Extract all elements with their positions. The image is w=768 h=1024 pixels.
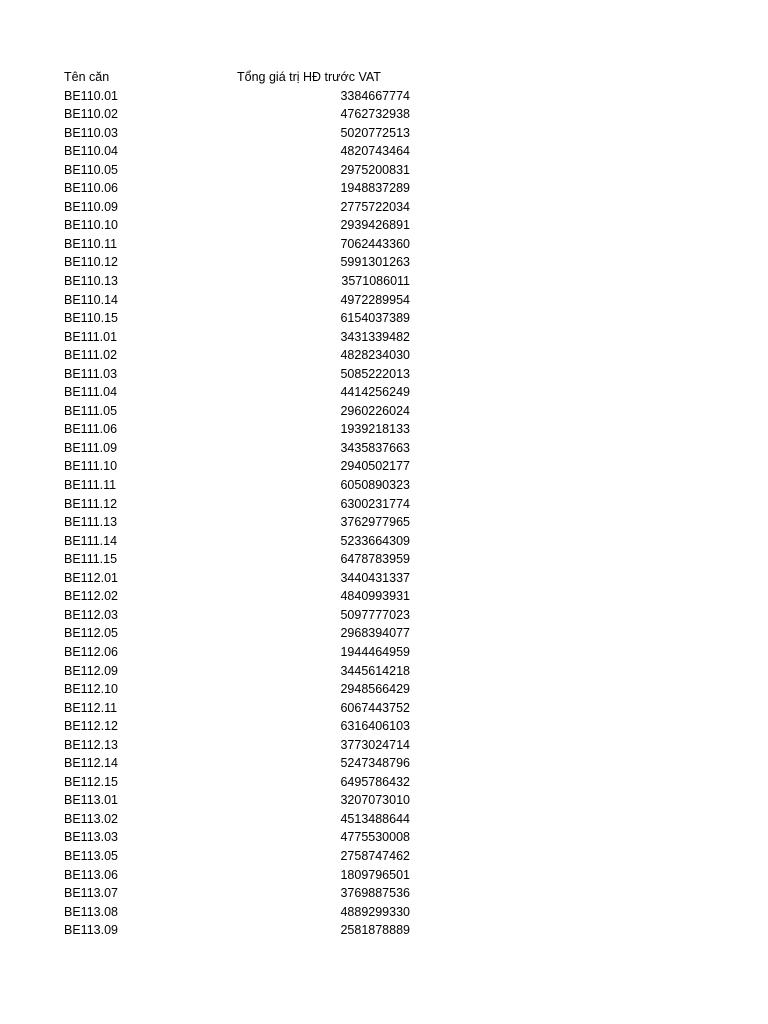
unit-name-cell: BE111.06 xyxy=(64,422,118,437)
contract-value-cell: 3445614218 xyxy=(340,663,410,678)
table-row xyxy=(64,272,410,291)
contract-value-cell: 4840993931 xyxy=(340,589,410,604)
table-row xyxy=(64,643,410,662)
unit-name-cell: BE111.10 xyxy=(64,459,118,474)
table-row xyxy=(64,513,410,532)
table-row xyxy=(64,253,410,272)
contract-value-cell: 2968394077 xyxy=(340,626,410,641)
unit-name-cell: BE111.09 xyxy=(64,440,118,455)
contract-value-cell: 6067443752 xyxy=(340,700,410,715)
unit-name-cell: BE112.05 xyxy=(64,626,118,641)
contract-value-cell: 5097777023 xyxy=(340,607,410,622)
table-row xyxy=(64,847,410,866)
table-row xyxy=(64,439,410,458)
unit-name-cell: BE110.10 xyxy=(64,218,118,233)
unit-name-cell: BE112.01 xyxy=(64,570,118,585)
contract-value-cell: 6050890323 xyxy=(340,478,410,493)
unit-name-cell: BE112.14 xyxy=(64,756,118,771)
table-row xyxy=(64,142,410,161)
contract-value-cell: 1809796501 xyxy=(340,867,410,882)
table-row xyxy=(64,550,410,569)
table-row xyxy=(64,105,410,124)
unit-name-cell: BE112.02 xyxy=(64,589,118,604)
unit-name-cell: BE110.04 xyxy=(64,144,118,159)
table-row xyxy=(64,903,410,922)
contract-value-cell: 3384667774 xyxy=(340,88,410,103)
contract-value-cell: 3762977965 xyxy=(340,515,410,530)
unit-name-cell: BE110.09 xyxy=(64,199,118,214)
contract-value-cell: 4762732938 xyxy=(340,107,410,122)
contract-value-cell: 1939218133 xyxy=(340,422,410,437)
table-row xyxy=(64,365,410,384)
contract-value-cell: 1944464959 xyxy=(340,644,410,659)
unit-name-cell: BE110.12 xyxy=(64,255,118,270)
contract-value-cell: 5085222013 xyxy=(340,366,410,381)
contract-value-cell: 3207073010 xyxy=(340,793,410,808)
contract-value-cell: 2948566429 xyxy=(340,682,410,697)
table-row xyxy=(64,161,410,180)
unit-name-cell: BE110.06 xyxy=(64,181,118,196)
contract-value-cell: 3435837663 xyxy=(340,440,410,455)
unit-name-cell: BE112.13 xyxy=(64,737,118,752)
unit-name-cell: BE111.04 xyxy=(64,385,118,400)
unit-name-cell: BE110.01 xyxy=(64,88,118,103)
table-row xyxy=(64,457,410,476)
unit-name-cell: BE110.02 xyxy=(64,107,118,122)
unit-name-cell: BE111.12 xyxy=(64,496,118,511)
table-row xyxy=(64,754,410,773)
unit-name-cell: BE113.01 xyxy=(64,793,118,808)
contract-value-cell: 2960226024 xyxy=(340,403,410,418)
unit-name-cell: BE110.13 xyxy=(64,274,118,289)
contract-value-cell: 3431339482 xyxy=(340,329,410,344)
contract-value-cell: 4828234030 xyxy=(340,348,410,363)
contract-value-cell: 5020772513 xyxy=(340,125,410,140)
unit-name-cell: BE111.15 xyxy=(64,552,118,567)
unit-name-cell: BE113.09 xyxy=(64,923,118,938)
contract-value-cell: 2975200831 xyxy=(340,162,410,177)
contract-value-cell: 6300231774 xyxy=(340,496,410,511)
column-header-contract-value: Tổng giá trị HĐ trước VAT xyxy=(237,70,381,84)
contract-value-cell: 6316406103 xyxy=(340,719,410,734)
unit-name-cell: BE110.14 xyxy=(64,292,118,307)
unit-name-cell: BE113.05 xyxy=(64,848,118,863)
table-row xyxy=(64,921,410,940)
unit-name-cell: BE112.03 xyxy=(64,607,118,622)
contract-value-cell: 6154037389 xyxy=(340,311,410,326)
unit-name-cell: BE113.03 xyxy=(64,830,118,845)
table-row xyxy=(64,680,410,699)
contract-value-cell: 7062443360 xyxy=(340,236,410,251)
unit-name-cell: BE112.11 xyxy=(64,700,118,715)
unit-name-cell: BE113.07 xyxy=(64,886,118,901)
table-row xyxy=(64,532,410,551)
table-row xyxy=(64,884,410,903)
contract-value-cell: 3773024714 xyxy=(340,737,410,752)
unit-name-cell: BE110.05 xyxy=(64,162,118,177)
table-row xyxy=(64,828,410,847)
unit-name-cell: BE112.09 xyxy=(64,663,118,678)
unit-name-cell: BE111.14 xyxy=(64,533,118,548)
table-row xyxy=(64,810,410,829)
contract-value-cell: 2758747462 xyxy=(340,848,410,863)
contract-value-cell: 4889299330 xyxy=(340,904,410,919)
unit-name-cell: BE112.06 xyxy=(64,644,118,659)
contract-value-cell: 2939426891 xyxy=(340,218,410,233)
table-row xyxy=(64,717,410,736)
contract-value-cell: 4820743464 xyxy=(340,144,410,159)
table-header-row xyxy=(64,68,410,87)
unit-name-cell: BE112.10 xyxy=(64,682,118,697)
table-row xyxy=(64,736,410,755)
table-row xyxy=(64,476,410,495)
table-row xyxy=(64,216,410,235)
unit-name-cell: BE112.12 xyxy=(64,719,118,734)
unit-name-cell: BE111.13 xyxy=(64,515,118,530)
table-row xyxy=(64,420,410,439)
contract-value-cell: 3571086011 xyxy=(341,274,410,289)
unit-name-cell: BE113.06 xyxy=(64,867,118,882)
contract-value-cell: 4775530008 xyxy=(340,830,410,845)
unit-name-cell: BE110.03 xyxy=(64,125,118,140)
contract-value-cell: 5247348796 xyxy=(340,756,410,771)
contract-value-cell: 5991301263 xyxy=(340,255,410,270)
table-row xyxy=(64,383,410,402)
table-row xyxy=(64,309,410,328)
unit-name-cell: BE111.02 xyxy=(64,348,118,363)
table-row xyxy=(64,569,410,588)
contract-value-cell: 5233664309 xyxy=(340,533,410,548)
contract-value-cell: 4513488644 xyxy=(340,811,410,826)
unit-name-cell: BE111.01 xyxy=(64,329,118,344)
contract-value-cell: 2940502177 xyxy=(340,459,410,474)
unit-name-cell: BE113.08 xyxy=(64,904,118,919)
contract-value-cell: 2581878889 xyxy=(340,923,410,938)
table-row xyxy=(64,624,410,643)
table-row xyxy=(64,291,410,310)
contract-value-cell: 4972289954 xyxy=(340,292,410,307)
table-row xyxy=(64,495,410,514)
column-header-unit-name: Tên căn xyxy=(64,70,110,84)
table-row xyxy=(64,346,410,365)
table-row xyxy=(64,606,410,625)
table-row xyxy=(64,699,410,718)
table-row xyxy=(64,791,410,810)
data-table xyxy=(64,68,410,940)
contract-value-cell: 3440431337 xyxy=(340,570,410,585)
contract-value-cell: 6478783959 xyxy=(340,552,410,567)
contract-value-cell: 1948837289 xyxy=(340,181,410,196)
contract-value-cell: 3769887536 xyxy=(340,886,410,901)
table-row xyxy=(64,773,410,792)
unit-name-cell: BE112.15 xyxy=(64,774,118,789)
table-row xyxy=(64,587,410,606)
unit-name-cell: BE111.05 xyxy=(64,403,118,418)
table-row xyxy=(64,402,410,421)
table-row xyxy=(64,662,410,681)
contract-value-cell: 4414256249 xyxy=(340,385,410,400)
table-row xyxy=(64,235,410,254)
contract-value-cell: 6495786432 xyxy=(340,774,410,789)
table-body xyxy=(64,87,410,940)
table-row xyxy=(64,198,410,217)
unit-name-cell: BE113.02 xyxy=(64,811,118,826)
contract-value-cell: 2775722034 xyxy=(340,199,410,214)
unit-name-cell: BE110.15 xyxy=(64,311,118,326)
table-row xyxy=(64,87,410,106)
unit-name-cell: BE110.11 xyxy=(64,236,118,251)
table-row xyxy=(64,866,410,885)
table-row xyxy=(64,124,410,143)
unit-name-cell: BE111.11 xyxy=(64,478,117,493)
table-row xyxy=(64,179,410,198)
table-row xyxy=(64,328,410,347)
unit-name-cell: BE111.03 xyxy=(64,366,118,381)
